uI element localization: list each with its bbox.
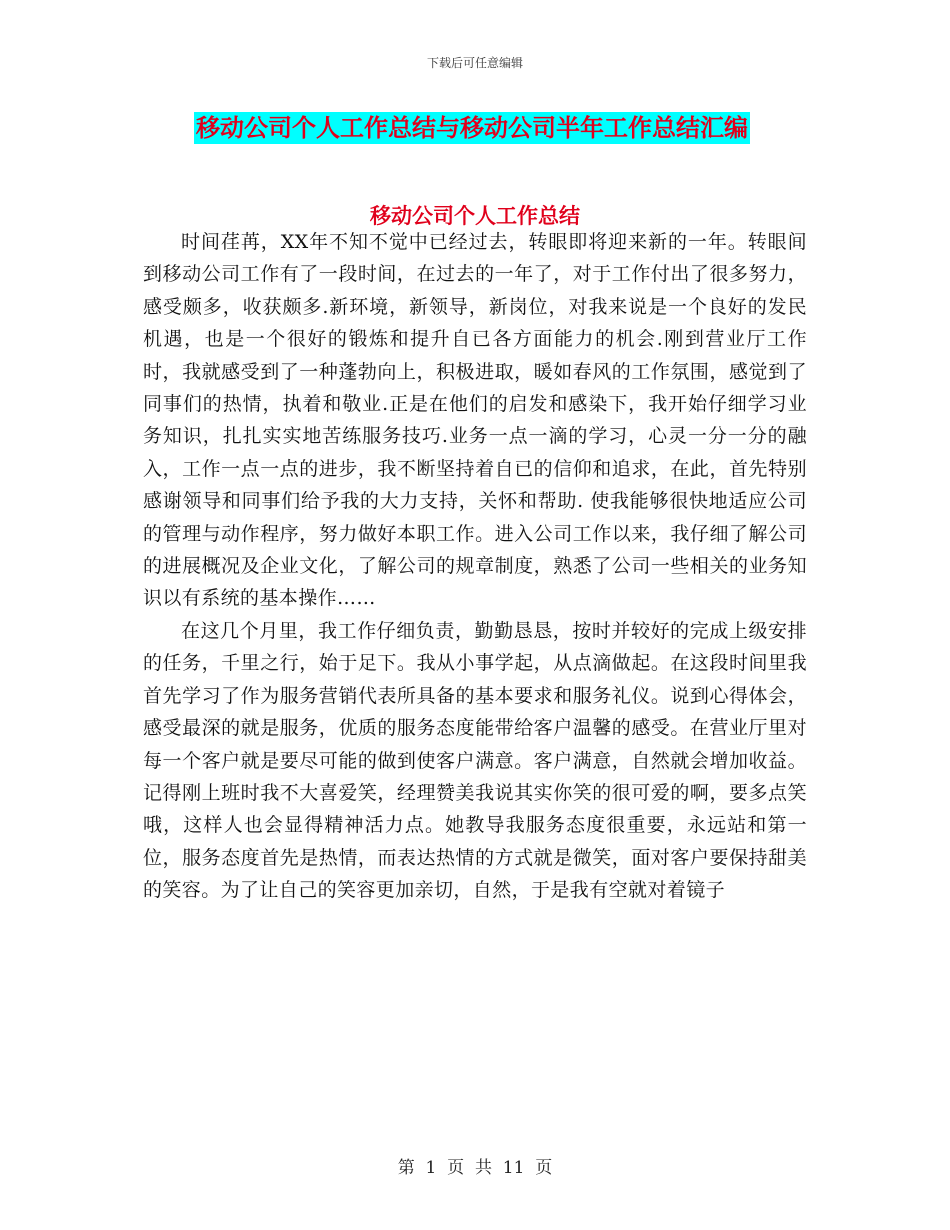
paragraph-2: 在这几个月里，我工作仔细负责，勤勤恳恳，按时并较好的完成上级安排的任务，千里之行，始于足下。我从小事学起，从点滴做起。在这段时间里我首先学习了作为服务营销代表所具备的基本要求和服务礼仪。说到心得体会，感受最深的就是服务，优质的服务态度能带给客户温馨的感受。在营业厅里对每一个客户就是要尽可能的做到使客户满意。客户满意，自然就会增加收益。记得刚上班时我不大喜爱笑，经理赞美我说其实你笑的很可爱的啊，要多点笑哦，这样人也会显得精神活力点。她教导我服务态度很重要，永远站和第一位，服务态度首先是热情，而表达热情的方式就是微笑，面对客户要保持甜美的笑容。为了让自己的笑容更加亲切，自然，于是我有空就对着镜子	[143, 619, 807, 902]
header-note: 下载后可任意编辑	[426, 56, 523, 70]
body-text	[143, 226, 807, 907]
section-title: 移动公司个人工作总结	[370, 204, 580, 228]
document-title: 移动公司个人工作总结与移动公司半年工作总结汇编	[196, 114, 748, 142]
paragraph-1: 时间荏苒，XX年不知不觉中已经过去，转眼即将迎来新的一年。转眼间到移动公司工作有了一段时间，在过去的一年了，对于工作付出了很多努力，感受颇多，收获颇多.新环境，新领导，新岗位，对我来说是一个良好的发民机遇，也是一个很好的锻炼和提升自已各方面能力的机会.刚到营业厅工作时，我就感受到了一种蓬勃向上，积极进取，暖如春风的工作氛围，感觉到了同事们的热情，执着和敬业.正是在他们的启发和感染下，我开始仔细学习业务知识，扎扎实实地苦练服务技巧.业务一点一滴的学习，心灵一分一分的融入，工作一点一点的进步，我不断坚持着自已的信仰和追求，在此，首先特别感谢领导和同事们给予我的大力支持，关怀和帮助. 使我能够很快地适应公司的管理与动作程序，努力做好本职工作。进入公司工作以来，我仔细了解公司的进展概况及企业文化，了解公司的规章制度，熟悉了公司一些相关的业务知识以有系统的基本操作……	[143, 231, 807, 610]
page-number: 第 1 页 共 11 页	[397, 1158, 553, 1178]
